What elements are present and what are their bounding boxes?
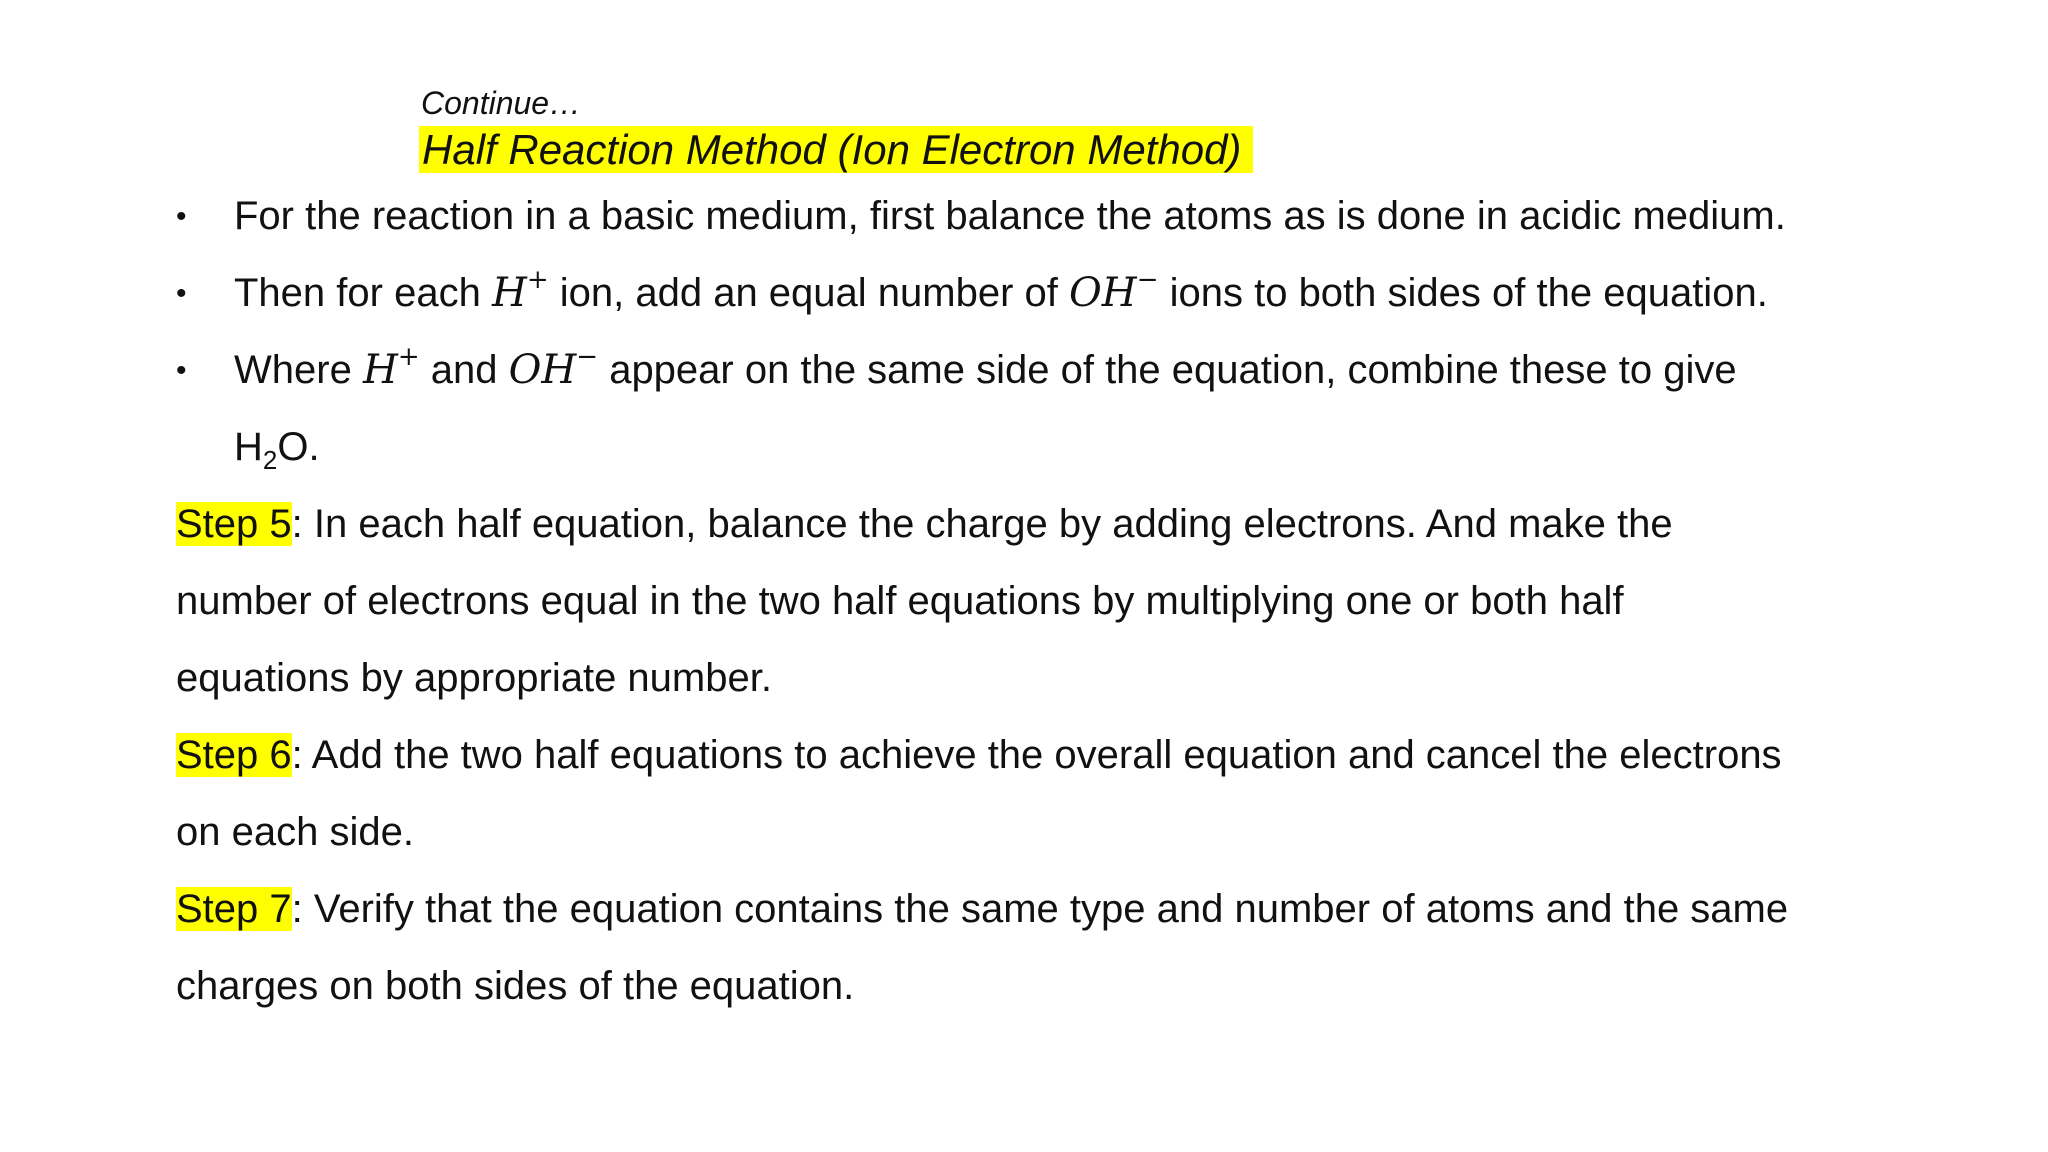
- step-text: number of electrons equal in the two half equations by multiplying one or both half: [176, 579, 1624, 623]
- bullet-continuation-water: [176, 409, 1916, 486]
- bullet-icon: •: [176, 354, 187, 387]
- bullet-icon: •: [176, 277, 187, 310]
- step-6-label: Step 6: [176, 733, 292, 777]
- bullet-text: For the reaction in a basic medium, first balance the atoms as is done in acidic medium.: [234, 194, 1786, 238]
- step-5-line-2: [176, 563, 1916, 640]
- step-text: charges on both sides of the equation.: [176, 964, 855, 1008]
- hydrogen-ion-symbol: H+: [362, 341, 420, 393]
- step-text: : In each half equation, balance the charge by adding electrons. And make the: [291, 502, 1673, 546]
- bullet-text-part: Then for each: [234, 271, 492, 315]
- step-7-label: Step 7: [176, 887, 292, 931]
- step-7-line-2: [176, 948, 1916, 1025]
- bullet-icon: •: [176, 200, 187, 233]
- hydrogen-ion-symbol: H+: [491, 264, 549, 316]
- hydroxide-ion-symbol: OH−: [1069, 264, 1159, 316]
- bullet-text-part: ion, add an equal number of: [548, 271, 1069, 315]
- water-formula: $H_2O$.: [234, 425, 320, 475]
- bullet-item-add-hydroxide: [176, 255, 1916, 332]
- bullet-text-part: and: [419, 348, 509, 392]
- step-text: : Verify that the equation contains the same type and number of atoms and the same: [291, 887, 1789, 931]
- step-text: on each side.: [176, 810, 414, 854]
- step-5-label: Step 5: [176, 502, 292, 546]
- step-5-line-1: [176, 486, 1916, 563]
- bullet-item-combine-water: [176, 332, 1916, 409]
- bullet-text-part: ions to both sides of the equation.: [1158, 271, 1768, 315]
- step-5-line-3: [176, 640, 1916, 717]
- bullet-text-part: appear on the same side of the equation, combine these to give: [598, 348, 1737, 392]
- step-7-line-1: [176, 871, 1916, 948]
- bullet-item-basic-medium: [176, 178, 1916, 255]
- slide-title: Half Reaction Method (Ion Electron Method): [419, 126, 1253, 173]
- step-6-line-2: [176, 794, 1916, 871]
- hydroxide-ion-symbol: OH−: [508, 341, 599, 393]
- slide-body: [176, 178, 1916, 1025]
- bullet-text-part: Where: [234, 348, 363, 392]
- step-text: : Add the two half equations to achieve the overall equation and cancel the electrons: [291, 733, 1782, 777]
- step-6-line-1: [176, 717, 1916, 794]
- step-text: equations by appropriate number.: [176, 656, 772, 700]
- continue-label: Continue…: [421, 85, 582, 121]
